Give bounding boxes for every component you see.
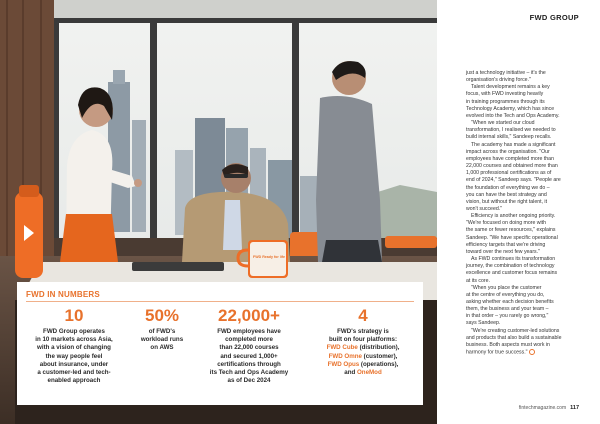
article-line: end of 2024," Sandeep says. "People are	[466, 177, 561, 184]
article-line: "When we started our cloud	[471, 120, 535, 127]
article-line: them, the business and your team –	[466, 306, 549, 313]
stat-line: built on four platforms:	[328, 336, 398, 344]
stat-line: completed more	[225, 336, 273, 344]
stat-line	[307, 361, 419, 369]
article-line: "We're creating customer-led solutions	[471, 327, 560, 334]
article-line: "When you place the customer	[471, 284, 542, 291]
stat-line: as of Dec 2024	[227, 377, 271, 385]
article-line: employees have completed more than	[466, 155, 554, 162]
footer-site: fintechmagazine.com	[518, 405, 567, 411]
stat-line: FWD employees have	[217, 328, 281, 335]
article-line: the same or fewer resources," explains	[466, 227, 556, 234]
article-line: focus, with FWD investing heavily	[466, 91, 544, 98]
infobox-title: FWD IN NUMBERS	[26, 290, 100, 299]
article-line: vision, but without the right talent, it	[466, 198, 548, 205]
fwd-in-numbers-box	[17, 282, 423, 405]
stat-line: about insurance, under	[39, 360, 109, 368]
platform-name: FWD Opus	[327, 360, 360, 368]
infobox-divider	[26, 301, 414, 302]
stat-description	[307, 328, 419, 377]
platform-conjunction: and	[344, 369, 357, 377]
stat-line	[307, 353, 419, 361]
page-number: 117	[570, 405, 579, 411]
stat-line: workload runs	[140, 336, 184, 344]
stat-line: certifications through	[217, 360, 281, 368]
article-line: Talent development remains a key	[471, 84, 550, 91]
stat-line: FWD's strategy is	[337, 328, 389, 335]
article-line: organisation's driving force."	[466, 77, 531, 84]
article-line: you can have the best strategy and	[466, 191, 547, 198]
platform-name: FWD Cube	[326, 344, 358, 352]
platform-name: OneMod	[356, 369, 382, 377]
stat-line: in 10 markets across Asia,	[35, 336, 113, 344]
stat-line: enabled approach	[47, 377, 101, 385]
article-line: transformation, I realised we needed to	[466, 127, 556, 134]
article-line: journey, the combination of technology	[466, 263, 555, 270]
platform-name: FWD Omne	[328, 352, 362, 360]
stat-platforms	[307, 306, 419, 377]
running-head: FWD GROUP	[529, 13, 579, 22]
end-mark-icon	[529, 349, 535, 355]
article-line: The academy has made a significant	[471, 141, 556, 148]
stat-description	[131, 328, 193, 353]
article-page	[437, 0, 600, 424]
stat-line: its Tech and Ops Academy	[209, 369, 289, 377]
stat-line: with a vision of changing	[37, 344, 111, 352]
article-line: won't succeed."	[466, 205, 502, 212]
article-line: build internal skills," Sandeep recalls.	[466, 134, 552, 141]
article-body	[466, 70, 578, 357]
article-line: excellence and customer focus remains	[466, 270, 558, 277]
platform-role: (customer),	[361, 352, 398, 360]
stat-aws-workload	[131, 306, 193, 353]
article-line-last	[466, 349, 578, 357]
stat-line: the way people feel	[45, 352, 103, 360]
stat-line: than 22,000 courses	[219, 344, 279, 352]
article-line: and products that also build a sustainable	[466, 334, 562, 341]
stat-description	[197, 328, 301, 385]
article-line: impact across the organisation. "Our	[466, 148, 550, 155]
stat-number: 22,000+	[218, 306, 280, 325]
article-line: harmony for true success."	[466, 349, 528, 356]
article-line: in that order – you rarely go wrong,"	[466, 313, 549, 320]
article-line: asking whether each decision benefits	[466, 299, 554, 305]
article-line: 22,000 courses and obtained more than	[466, 163, 558, 170]
article-line: at its core.	[466, 277, 490, 284]
article-line: at the centre of everything you do,	[466, 291, 545, 298]
stat-number: 4	[358, 306, 368, 325]
stat-markets	[21, 306, 127, 385]
article-line: efficiency targets that we're driving	[466, 241, 546, 248]
platform-role: (operations),	[359, 360, 399, 368]
stat-description	[21, 328, 127, 385]
stat-number: 50%	[144, 306, 180, 325]
article-line: business. Both aspects must work in	[466, 341, 550, 348]
page-footer	[519, 405, 579, 411]
stat-line	[307, 369, 419, 377]
stat-line: on AWS	[150, 344, 174, 352]
stat-line: a customer-led and tech-	[37, 369, 111, 377]
article-line: just a technology initiative – it's the	[466, 70, 546, 76]
article-line: Efficiency is another ongoing priority.	[471, 213, 556, 220]
stat-line: of FWD's	[148, 328, 176, 335]
stat-line: and secured 1,000+	[220, 352, 278, 360]
article-line: in training programmes through its	[466, 98, 545, 105]
mug-label: FWD Ready for life	[253, 255, 285, 259]
stat-courses	[197, 306, 301, 385]
article-line: the foundation of everything we do –	[466, 184, 550, 191]
stat-number: 10	[64, 306, 84, 325]
article-line: 1,000 professional certifications as of	[466, 170, 552, 177]
article-line: Sandeep. "We have specific operational	[466, 234, 558, 241]
article-line: As FWD continues its transformation	[471, 256, 556, 263]
article-line: says Sandeep.	[466, 320, 501, 327]
stat-line	[307, 344, 419, 352]
platform-role: (distribution),	[357, 344, 400, 352]
article-line: evolved into the Tech and Ops Academy.	[466, 112, 560, 119]
article-line: "We're focused on doing more with	[466, 220, 547, 227]
article-line: toward over the next few years."	[466, 248, 540, 255]
stat-line: FWD Group operates	[43, 328, 105, 335]
article-line: Technology Academy, which has since	[466, 105, 555, 112]
